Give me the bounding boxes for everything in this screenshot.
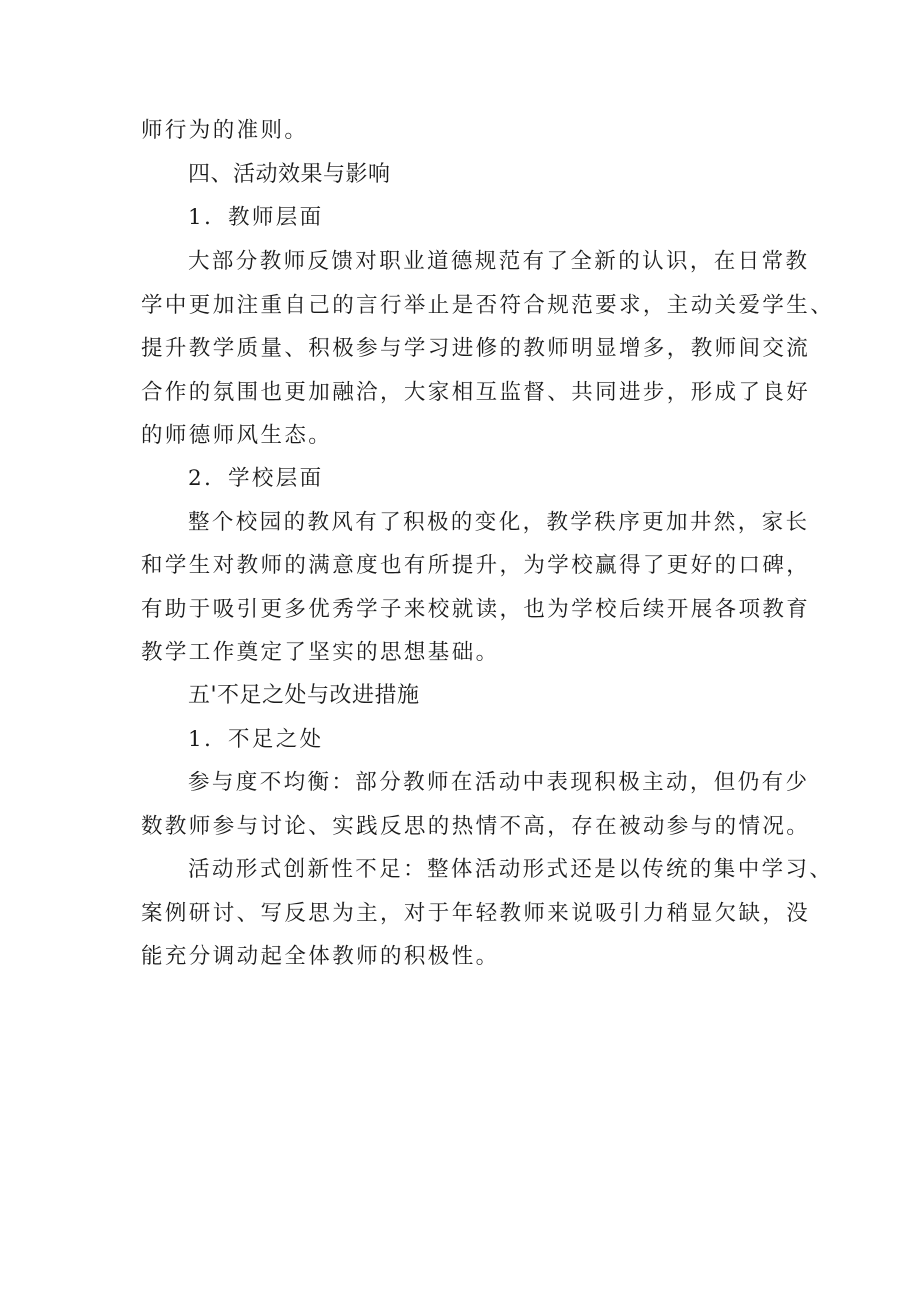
paragraph-line: 教学工作奠定了坚实的思想基础。 <box>141 640 500 665</box>
paragraph-line: 师行为的准则。 <box>141 118 309 143</box>
subsection-heading: 2．学校层面 <box>188 466 324 491</box>
subsection-heading: 1．不足之处 <box>188 727 324 752</box>
paragraph-line: 参与度不均衡：部分教师在活动中表现积极主动，但仍有少 <box>188 770 810 795</box>
paragraph-line: 能充分调动起全体教师的积极性。 <box>141 944 500 969</box>
paragraph-line: 数教师参与讨论、实践反思的热情不高，存在被动参与的情况。 <box>141 814 811 839</box>
paragraph-line: 有助于吸引更多优秀学子来校就读，也为学校后续开展各项教育 <box>141 597 811 622</box>
paragraph-line: 活动形式创新性不足：整体活动形式还是以传统的集中学习、 <box>188 857 834 882</box>
paragraph-line: 案例研讨、写反思为主，对于年轻教师来说吸引力稍显欠缺，没 <box>141 901 811 926</box>
paragraph-line: 和学生对教师的满意度也有所提升，为学校赢得了更好的口碑， <box>141 553 811 578</box>
section-heading: 四、活动效果与影响 <box>188 162 391 187</box>
paragraph-line: 合作的氛围也更加融洽，大家相互监督、共同进步，形成了良好 <box>141 380 811 405</box>
subsection-heading: 1．教师层面 <box>188 205 324 230</box>
paragraph-line: 提升教学质量、积极参与学习进修的教师明显增多，教师间交流 <box>141 336 811 361</box>
section-heading: 五'不足之处与改进措施 <box>188 683 420 708</box>
paragraph-line: 整个校园的教风有了积极的变化，教学秩序更加井然，家长 <box>188 510 810 535</box>
paragraph-line: 学中更加注重自己的言行举止是否符合规范要求，主动关爱学生、 <box>141 293 835 318</box>
paragraph-line: 的师德师风生态。 <box>141 423 333 448</box>
paragraph-line: 大部分教师反馈对职业道德规范有了全新的认识，在日常教 <box>188 249 810 274</box>
